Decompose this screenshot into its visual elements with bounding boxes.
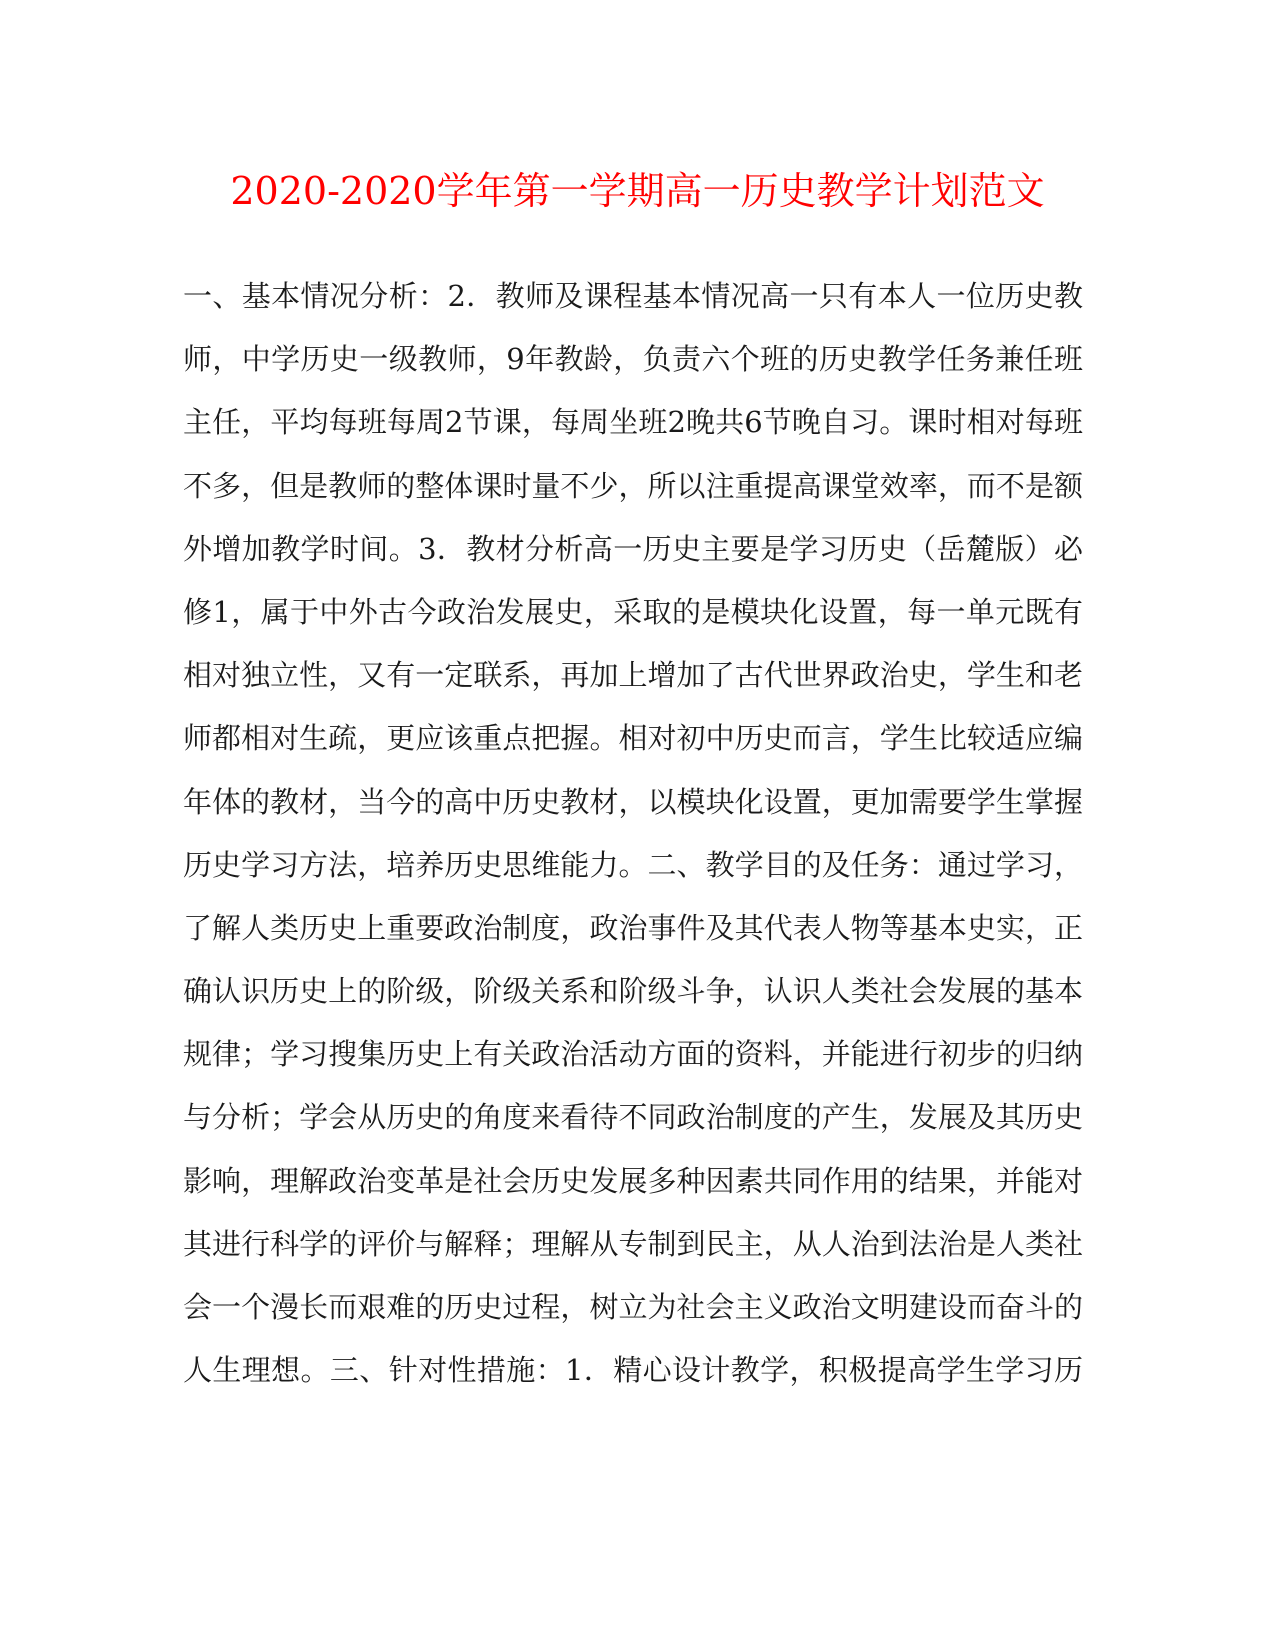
body-line: 与分析；学会从历史的角度来看待不同政治制度的产生，发展及其历史 <box>183 1100 1083 1135</box>
body-line: 不多，但是教师的整体课时量不少，所以注重提高课堂效率，而不是额 <box>183 468 1083 503</box>
body-line: 历史学习方法，培养历史思维能力。二、教学目的及任务：通过学习， <box>183 847 1083 882</box>
body-line: 师，中学历史一级教师，9年教龄，负责六个班的历史教学任务兼任班 <box>183 342 1083 377</box>
body-line: 年体的教材，当今的高中历史教材，以模块化设置，更加需要学生掌握 <box>183 784 1083 819</box>
body-line: 确认识历史上的阶级，阶级关系和阶级斗争，认识人类社会发展的基本 <box>183 974 1083 1009</box>
body-line: 了解人类历史上重要政治制度，政治事件及其代表人物等基本史实，正 <box>183 910 1083 945</box>
document-body <box>183 274 1083 1411</box>
body-line: 主任，平均每班每周2节课，每周坐班2晚共6节晚自习。课时相对每班 <box>183 405 1083 440</box>
body-line: 影响，理解政治变革是社会历史发展多种因素共同作用的结果，并能对 <box>183 1163 1083 1198</box>
body-line: 师都相对生疏，更应该重点把握。相对初中历史而言，学生比较适应编 <box>183 721 1083 756</box>
body-line: 会一个漫长而艰难的历史过程，树立为社会主义政治文明建设而奋斗的 <box>183 1290 1083 1324</box>
body-line: 人生理想。三、针对性措施：1．精心设计教学，积极提高学生学习历 <box>183 1353 1083 1388</box>
body-line: 一、基本情况分析：2．教师及课程基本情况高一只有本人一位历史教 <box>183 279 1083 313</box>
body-line: 规律；学习搜集历史上有关政治活动方面的资料，并能进行初步的归纳 <box>183 1037 1083 1072</box>
body-line: 修1，属于中外古今政治发展史，采取的是模块化设置，每一单元既有 <box>183 594 1083 629</box>
body-line: 外增加教学时间。3．教材分析高一历史主要是学习历史（岳麓版）必 <box>183 531 1083 566</box>
body-line: 相对独立性，又有一定联系，再加上增加了古代世界政治史，学生和老 <box>183 658 1083 693</box>
body-line: 其进行科学的评价与解释；理解从专制到民主，从人治到法治是人类社 <box>183 1226 1083 1261</box>
document-title: 2020-2020学年第一学期高一历史教学计划范文 <box>230 169 1045 213</box>
